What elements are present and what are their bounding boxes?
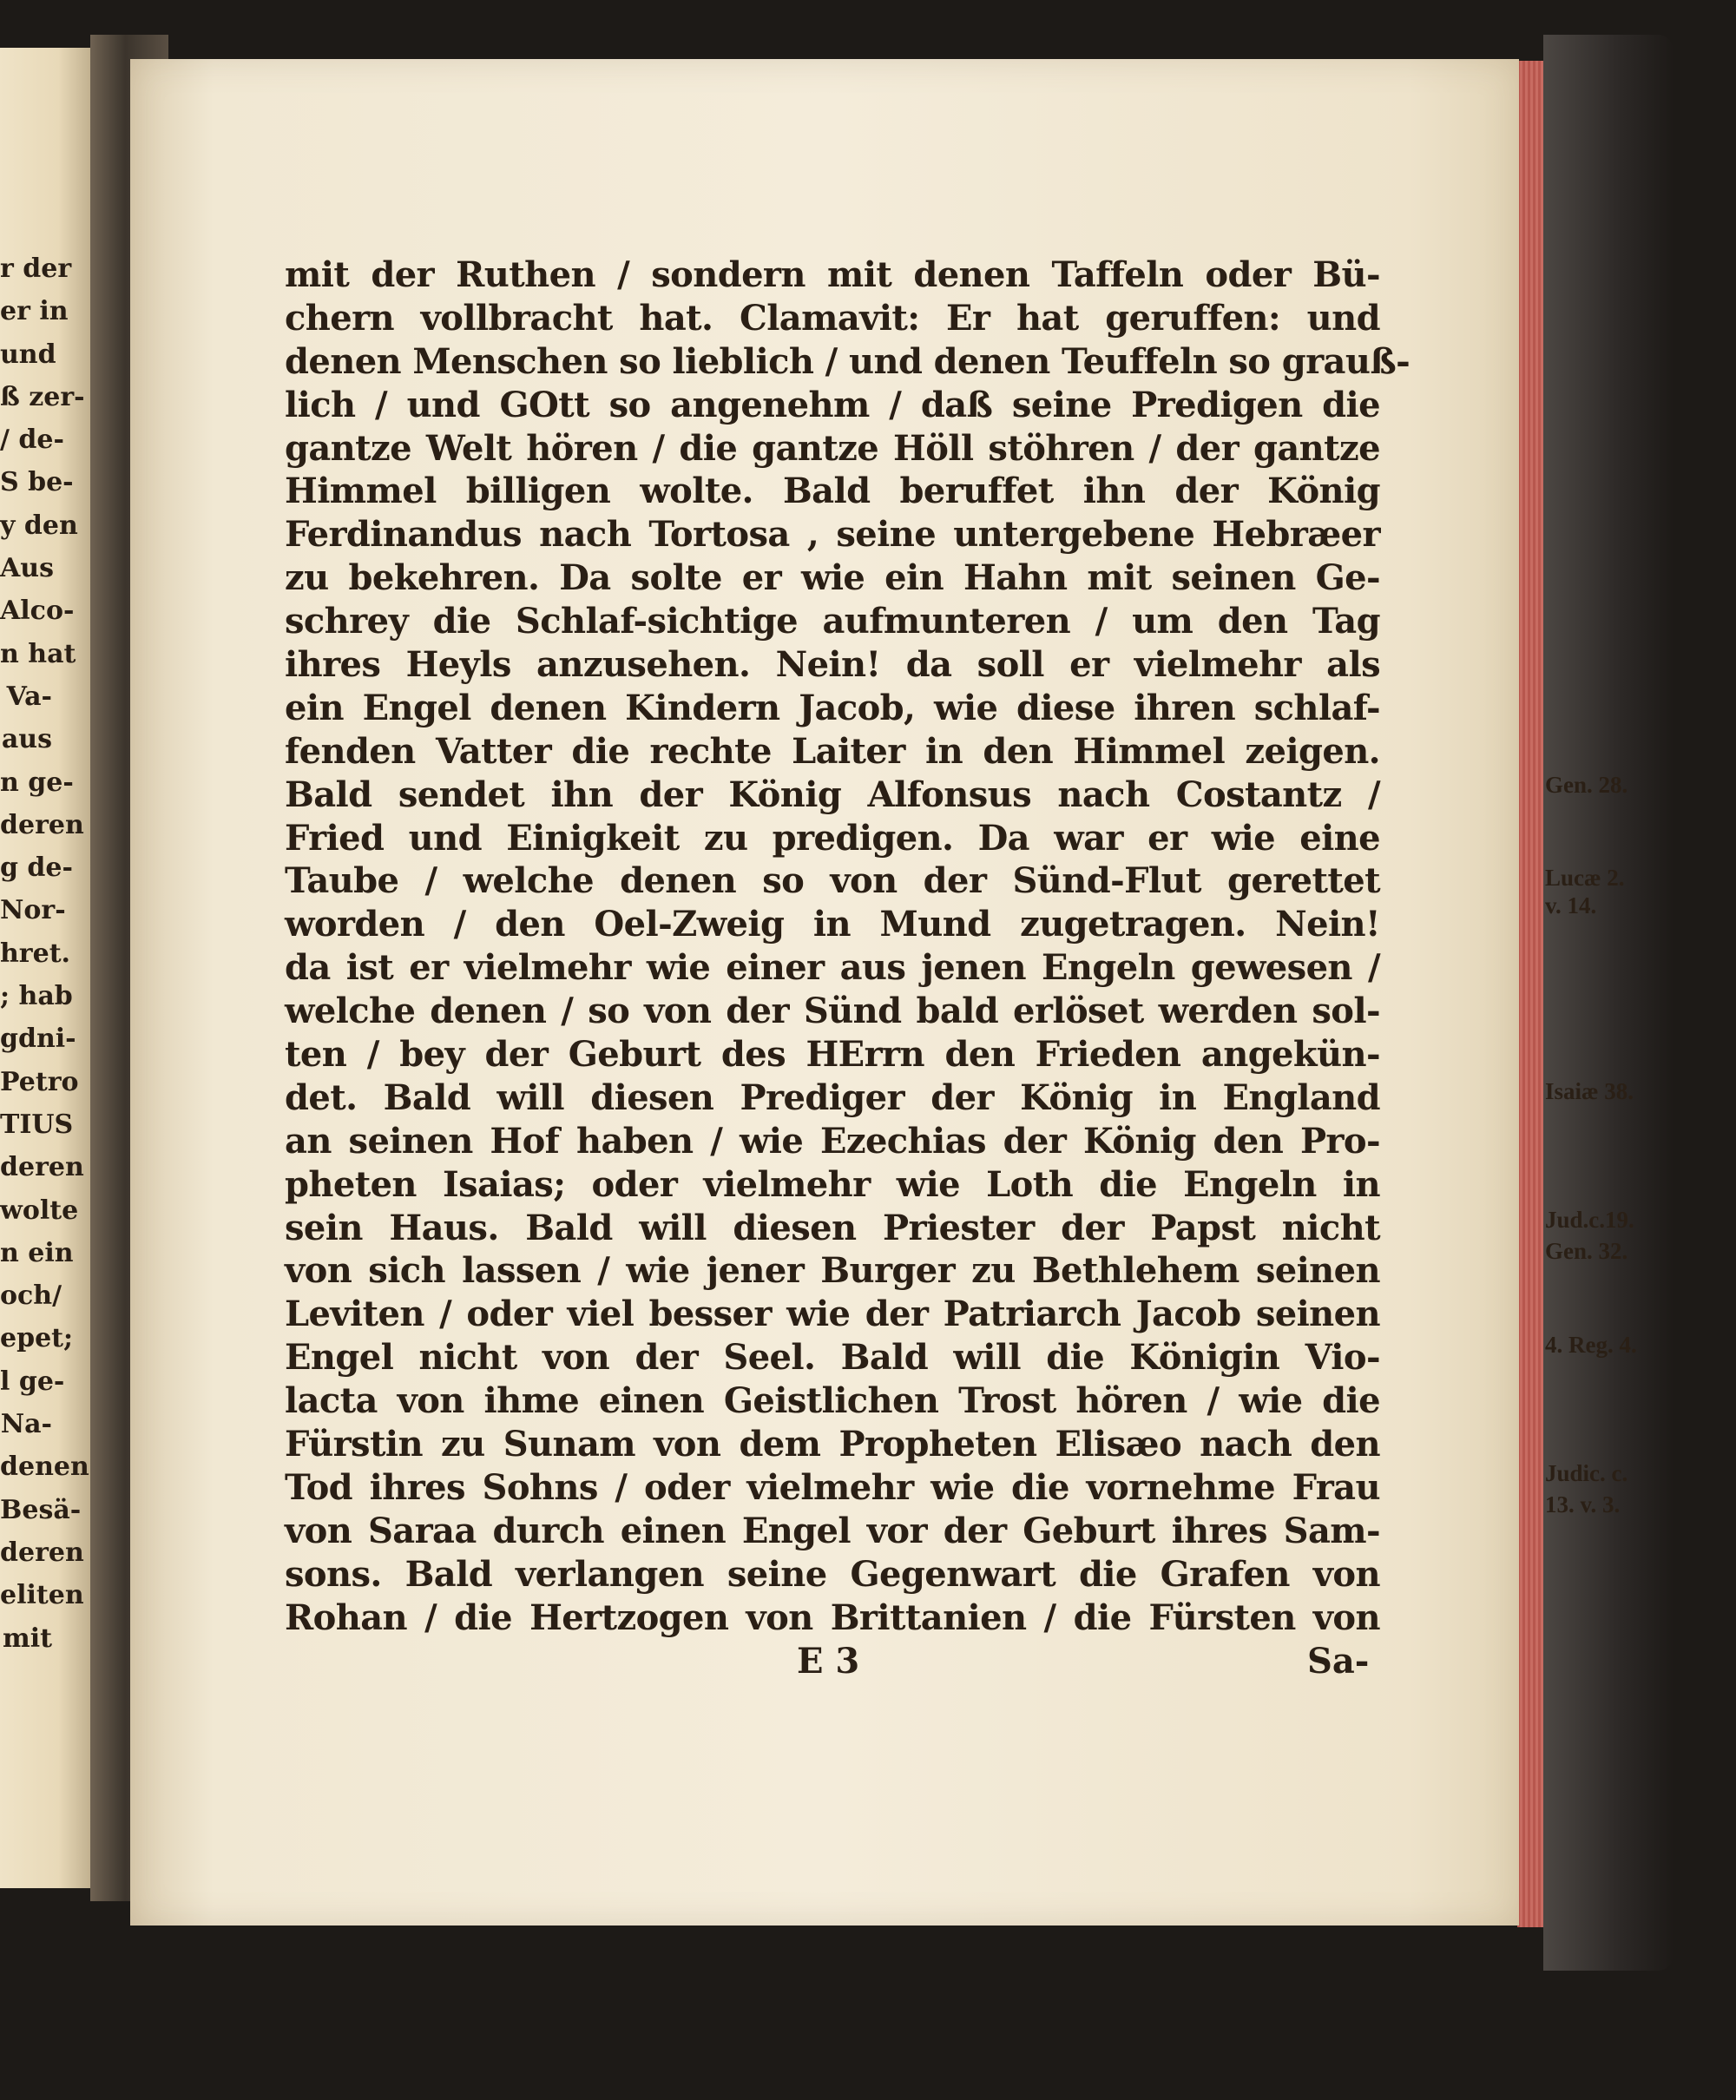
text-line: von Saraa durch einen Engel vor der Geburt ihres Sam- (285, 1510, 1380, 1551)
text-line: Taube / welche denen so von der Sünd-Flut gerettet (285, 860, 1380, 902)
left-page-fragment: eliten (0, 1580, 84, 1611)
left-page-fragment: TIUS (0, 1109, 74, 1140)
main-text-block (285, 253, 1637, 1682)
text-line: schrey die Schlaf-sichtige aufmunteren / um den Tag (285, 601, 1380, 642)
margin-note: 13. v. 3. (1545, 1491, 1621, 1517)
left-page-fragment: Va- (6, 681, 52, 712)
text-line: mit der Ruthen / sondern mit denen Taffeln oder Bü- (285, 254, 1380, 295)
left-page-fragment: Petro (0, 1066, 79, 1097)
text-line: ein Engel denen Kindern Jacob, wie diese ihren schlaf- (285, 687, 1380, 728)
text-line: Ferdinandus nach Tortosa , seine untergebene Hebræer (285, 514, 1380, 556)
text-line: Leviten / oder viel besser wie der Patriarch Jacob seinen (285, 1294, 1380, 1335)
text-line: da ist er vielmehr wie einer aus jenen Engeln gewesen / (285, 947, 1380, 989)
left-page-fragment: deren (0, 1152, 84, 1183)
text-line: Engel nicht von der Seel. Bald will die Königin Vio- (285, 1337, 1380, 1379)
left-page-fragment: gdni- (0, 1024, 76, 1055)
text-line: det. Bald will diesen Prediger der König in England (285, 1076, 1380, 1118)
text-line: pheten Isaias; oder vielmehr wie Loth die Engeln in (285, 1163, 1380, 1205)
left-page-fragment: Na- (0, 1409, 52, 1440)
margin-note: Gen. 32. (1545, 1238, 1628, 1264)
text-line: denen Menschen so lieblich / und denen Teuffeln so grauß- (285, 340, 1410, 382)
left-page-fragment: Nor- (0, 895, 66, 926)
left-page-fragment: hret. (0, 938, 71, 969)
left-page-fragment: ; hab (0, 981, 73, 1012)
text-line: von sich lassen / wie jener Burger zu Bethlehem seinen (285, 1250, 1380, 1292)
text-line: chern vollbracht hat. Clamavit: Er hat geruffen: und (285, 297, 1380, 339)
text-line: Himmel billigen wolte. Bald beruffet ihn der König (285, 471, 1380, 512)
left-page-fragment: y den (0, 510, 78, 541)
text-line: welche denen / so von der Sünd bald erlöset werden sol- (285, 991, 1380, 1032)
right-page (130, 59, 1637, 1926)
text-line: gantze Welt hören / die gantze Höll stöhren / der gantze (285, 427, 1380, 469)
left-page-fragment: Aus (0, 553, 54, 584)
red-page-edges (1517, 61, 1543, 1927)
margin-note: Gen. 28. (1545, 772, 1628, 798)
left-page-text-fragments (0, 247, 89, 1660)
left-page-fragment: n hat (0, 638, 76, 669)
text-line: ihres Heyls anzusehen. Nein! da soll er vielmehr als (285, 644, 1380, 686)
left-page-fragment: n ein (0, 1237, 74, 1268)
left-page-fragment: deren (0, 809, 84, 840)
left-page-fragment: och/ (0, 1280, 62, 1312)
book-cover-edge (1543, 35, 1674, 1971)
left-page-fragment: Besä- (0, 1494, 82, 1525)
left-page-fragment: und (0, 339, 56, 370)
left-page-fragment: r der (0, 253, 72, 284)
text-line: sons. Bald verlangen seine Gegenwart die Grafen von (285, 1553, 1380, 1595)
text-line: Fried und Einigkeit zu predigen. Da war er wie eine (285, 817, 1380, 859)
margin-note: v. 14. (1545, 892, 1597, 918)
margin-note: Jud.c.19. (1545, 1207, 1634, 1233)
text-line: an seinen Hof haben / wie Ezechias der König den Pro- (285, 1120, 1380, 1162)
text-line: fenden Vatter die rechte Laiter in den Himmel zeigen. (285, 730, 1380, 772)
signature-mark: E 3 (797, 1641, 860, 1682)
text-line: Bald sendet ihn der König Alfonsus nach Costantz / (285, 774, 1380, 815)
left-page-fragment: Alco- (0, 596, 75, 627)
catchword: Sa- (1307, 1641, 1370, 1682)
margin-note: Lucæ 2. (1545, 865, 1625, 891)
text-line: Rohan / die Hertzogen von Brittanien / die Fürsten von (285, 1596, 1380, 1638)
left-page-fragment: er in (0, 296, 69, 327)
body-lines (285, 253, 1410, 1640)
margin-note: Judic. c. (1545, 1460, 1628, 1486)
text-line: lich / und GOtt so angenehm / daß seine Predigen die (285, 384, 1380, 425)
text-line: sein Haus. Bald will diesen Priester der Papst nicht (285, 1207, 1380, 1248)
margin-note: 4. Reg. 4. (1545, 1332, 1637, 1358)
text-line: zu bekehren. Da solte er wie ein Hahn mit seinen Ge- (285, 557, 1380, 599)
left-page-fragment: n ge- (0, 767, 74, 798)
left-page-fragment: epet; (0, 1323, 74, 1354)
left-page-fragment: ß zer- (0, 381, 85, 412)
text-line: ten / bey der Geburt des HErrn den Frieden angekün- (285, 1034, 1380, 1076)
text-line: worden / den Oel-Zweig in Mund zugetragen. Nein! (285, 904, 1380, 945)
margin-note: Isaiæ 38. (1545, 1078, 1634, 1104)
left-page-fragment: g de- (0, 853, 73, 884)
text-line: Fürstin zu Sunam von dem Propheten Elisæo nach den (285, 1424, 1380, 1465)
text-line: lacta von ihme einen Geistlichen Trost hören / wie die (285, 1380, 1380, 1422)
left-page-fragment: aus (1, 724, 52, 755)
left-page-fragment: mit (3, 1623, 52, 1654)
left-page-fragment: deren (0, 1537, 84, 1568)
left-page (0, 48, 97, 1888)
left-page-fragment: l ge- (0, 1366, 65, 1397)
left-page-fragment: / de- (0, 425, 64, 456)
text-line: Tod ihres Sohns / oder vielmehr wie die vornehme Frau (285, 1466, 1380, 1508)
left-page-fragment: denen (0, 1452, 89, 1483)
left-page-fragment: wolte (0, 1195, 79, 1226)
left-page-fragment: S be- (0, 467, 74, 498)
